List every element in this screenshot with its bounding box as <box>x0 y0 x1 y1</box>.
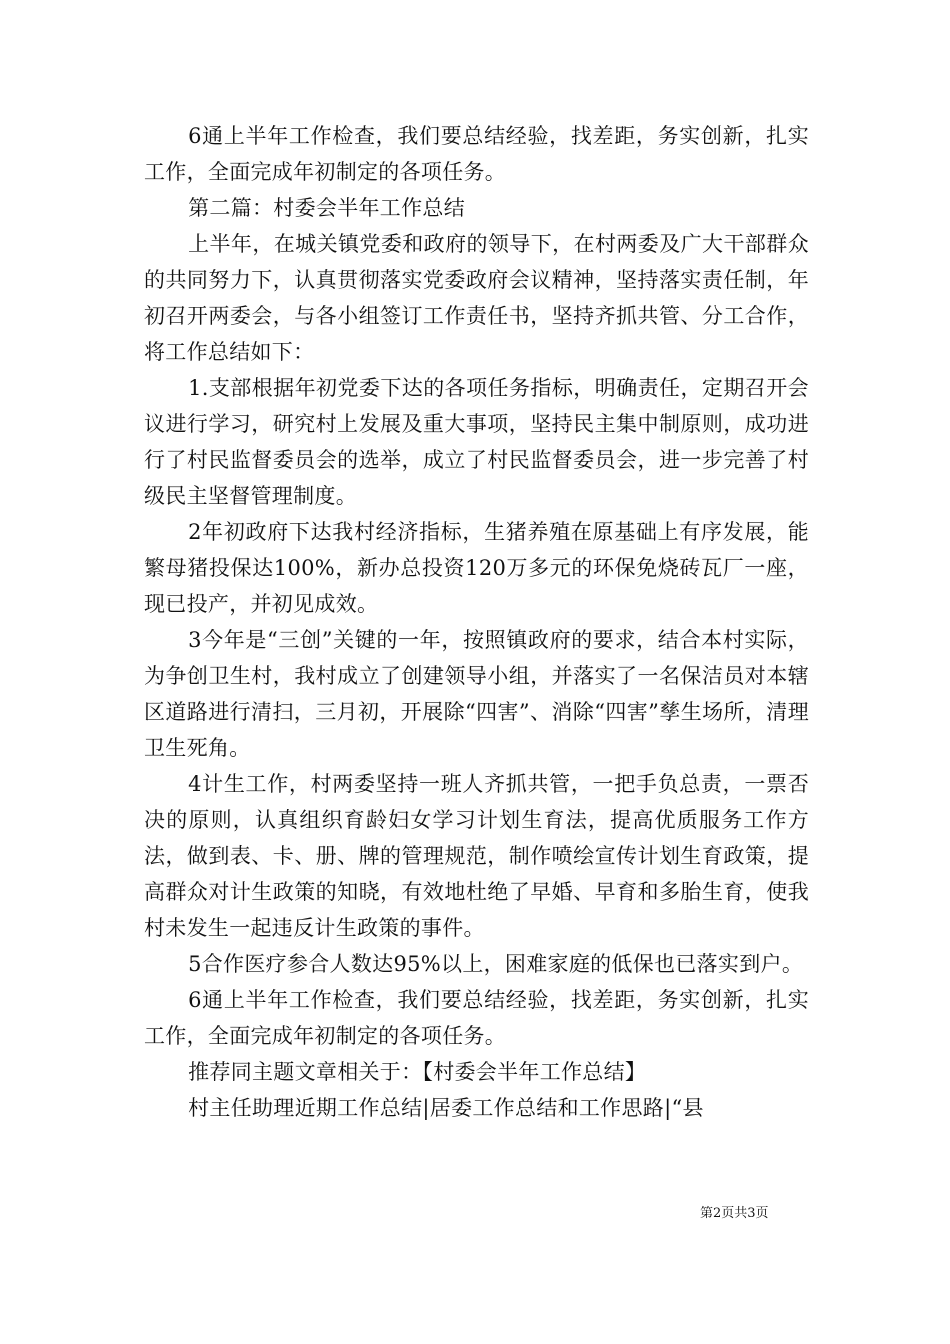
paragraph-item-3: 3今年是“三创”关键的一年，按照镇政府的要求，结合本村实际，为争创卫生村，我村成立了创建领导小组，并落实了一名保洁员对本辖区道路进行清扫，三月初，开展除“四害”、消除“四害”孳生场所，清理卫生死角。 <box>144 628 809 760</box>
paragraph-item-1: 1.支部根据年初党委下达的各项任务指标，明确责任，定期召开会议进行学习，研究村上发展及重大事项，坚持民主集中制原则，成功进行了村民监督委员会的选举，成立了村民监督委员会，进一步完善了村级民主坚督管理制度。 <box>144 376 809 508</box>
paragraph-summary-closing: 6通上半年工作检查，我们要总结经验，找差距，务实创新，扎实工作，全面完成年初制定的各项任务。 <box>144 124 809 184</box>
page-number-footer: 第2页共3页 <box>700 1206 769 1221</box>
paragraph-item-6: 6通上半年工作检查，我们要总结经验，找差距，务实创新，扎实工作，全面完成年初制定的各项任务。 <box>144 988 809 1048</box>
paragraph-item-4: 4计生工作，村两委坚持一班人齐抓共管，一把手负总责，一票否决的原则，认真组织育龄妇女学习计划生育法，提高优质服务工作方法，做到表、卡、册、牌的管理规范，制作喷绘宣传计划生育政策，提高群众对计生政策的知晓，有效地杜绝了早婚、早育和多胎生育，使我村未发生一起违反计生政策的事件。 <box>144 772 809 940</box>
related-articles-links[interactable]: 村主任助理近期工作总结|居委工作总结和工作思路|“县 <box>188 1096 704 1120</box>
paragraph-item-5: 5合作医疗参合人数达95%以上，困难家庭的低保也已落实到户。 <box>188 952 804 976</box>
document-body <box>144 118 809 1126</box>
paragraph-item-2: 2年初政府下达我村经济指标，生猪养殖在原基础上有序发展，能繁母猪投保达100%，新办总投资120万多元的环保免烧砖瓦厂一座，现已投产，并初见成效。 <box>144 520 809 616</box>
related-articles-heading: 推荐同主题文章相关于：【村委会半年工作总结】 <box>188 1060 647 1084</box>
section-heading: 第二篇：村委会半年工作总结 <box>188 196 465 220</box>
paragraph-intro: 上半年，在城关镇党委和政府的领导下，在村两委及广大干部群众的共同努力下，认真贯彻落实党委政府会议精神，坚持落实责任制，年初召开两委会，与各小组签订工作责任书，坚持齐抓共管、分工合作，将工作总结如下： <box>144 232 809 364</box>
